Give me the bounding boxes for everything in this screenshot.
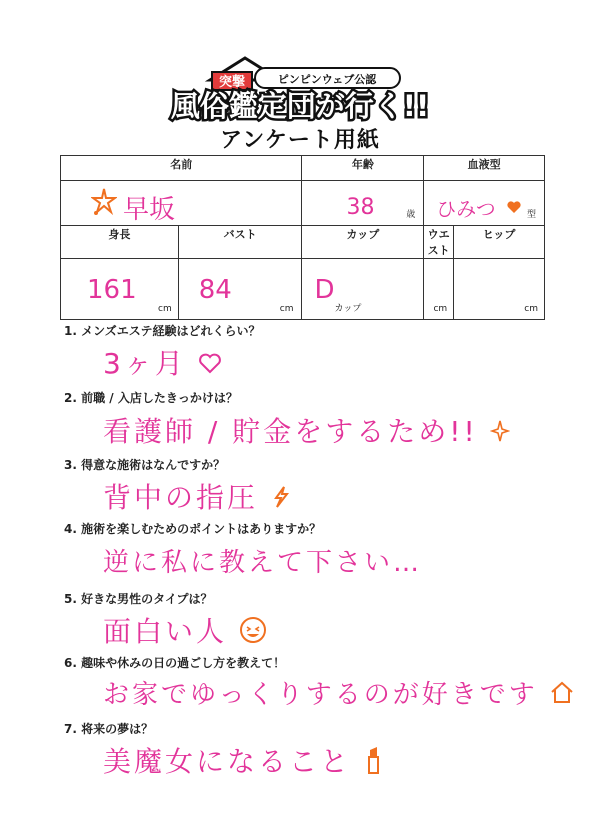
height-unit: cm	[158, 304, 172, 314]
question-3: 3. 得意な施術はなんですか？	[64, 458, 226, 472]
name-cell	[61, 181, 302, 226]
question-2: 2. 前職 / 入店したきっかけは？	[64, 391, 238, 405]
question-1: 1. メンズエステ経験はどれくらい？	[64, 324, 261, 338]
age-unit: 歳	[406, 210, 416, 220]
bust-label: バスト	[178, 226, 302, 259]
answer-1: 3ヶ月	[103, 342, 222, 382]
hip-label: ヒップ	[454, 226, 545, 259]
cup-unit: カップ	[334, 304, 362, 314]
laughing-face-icon	[239, 615, 269, 652]
waist-unit: cm	[433, 304, 448, 314]
height-label: 身長	[61, 226, 179, 259]
cup-cell	[302, 259, 424, 320]
heart-icon	[198, 349, 222, 382]
answer-3: 背中の指圧	[103, 476, 292, 516]
lightning-icon	[270, 483, 292, 516]
heart-icon	[506, 199, 522, 219]
name-value: 早坂	[123, 195, 176, 225]
height-cell	[61, 259, 179, 320]
bust-unit: cm	[279, 304, 294, 314]
height-value: 161	[87, 275, 137, 305]
question-6: 6. 趣味や休みの日の過ごし方を教えて！	[64, 656, 286, 670]
star-icon	[91, 187, 117, 221]
question-4: 4. 施術を楽しむためのポイントはありますか？	[64, 522, 322, 536]
blood-value: ひみつ	[436, 197, 496, 221]
cup-label: カップ	[302, 226, 424, 259]
answer-7: 美魔女になること	[103, 740, 385, 782]
age-cell	[302, 181, 424, 226]
answer-2: 看護師 / 貯金をするため!!	[103, 410, 510, 450]
blood-unit: 型	[526, 210, 536, 220]
form-title: アンケート用紙	[220, 128, 380, 153]
waist-label: ウエスト	[424, 226, 454, 259]
answer-6: お家でゆっくりするのが好きです	[103, 674, 575, 712]
logo-site: ピンピンウェブ公認	[277, 73, 377, 86]
bust-cell	[178, 259, 302, 320]
profile-table	[60, 155, 545, 320]
age-label: 年齢	[302, 156, 424, 181]
lipstick-icon	[363, 745, 385, 782]
sparkle-icon	[490, 417, 510, 450]
blood-cell	[424, 181, 545, 226]
hip-unit: cm	[524, 304, 538, 314]
question-5: 5. 好きな男性のタイプは？	[64, 592, 213, 606]
logo-tag: 突撃	[218, 75, 246, 90]
house-icon	[549, 679, 575, 712]
name-label: 名前	[61, 156, 302, 181]
answer-4: 逆に私に教えて下さい…	[103, 548, 423, 578]
waist-cell	[424, 259, 454, 320]
age-value: 38	[346, 195, 375, 220]
logo-title: 風俗鑑定団が行く!!	[170, 89, 430, 123]
answer-5: 面白い人	[103, 610, 269, 652]
cup-value: D	[314, 275, 335, 305]
blood-label: 血液型	[424, 156, 545, 181]
question-7: 7. 将来の夢は？	[64, 722, 154, 736]
hip-cell	[454, 259, 545, 320]
bust-value: 84	[198, 275, 232, 305]
